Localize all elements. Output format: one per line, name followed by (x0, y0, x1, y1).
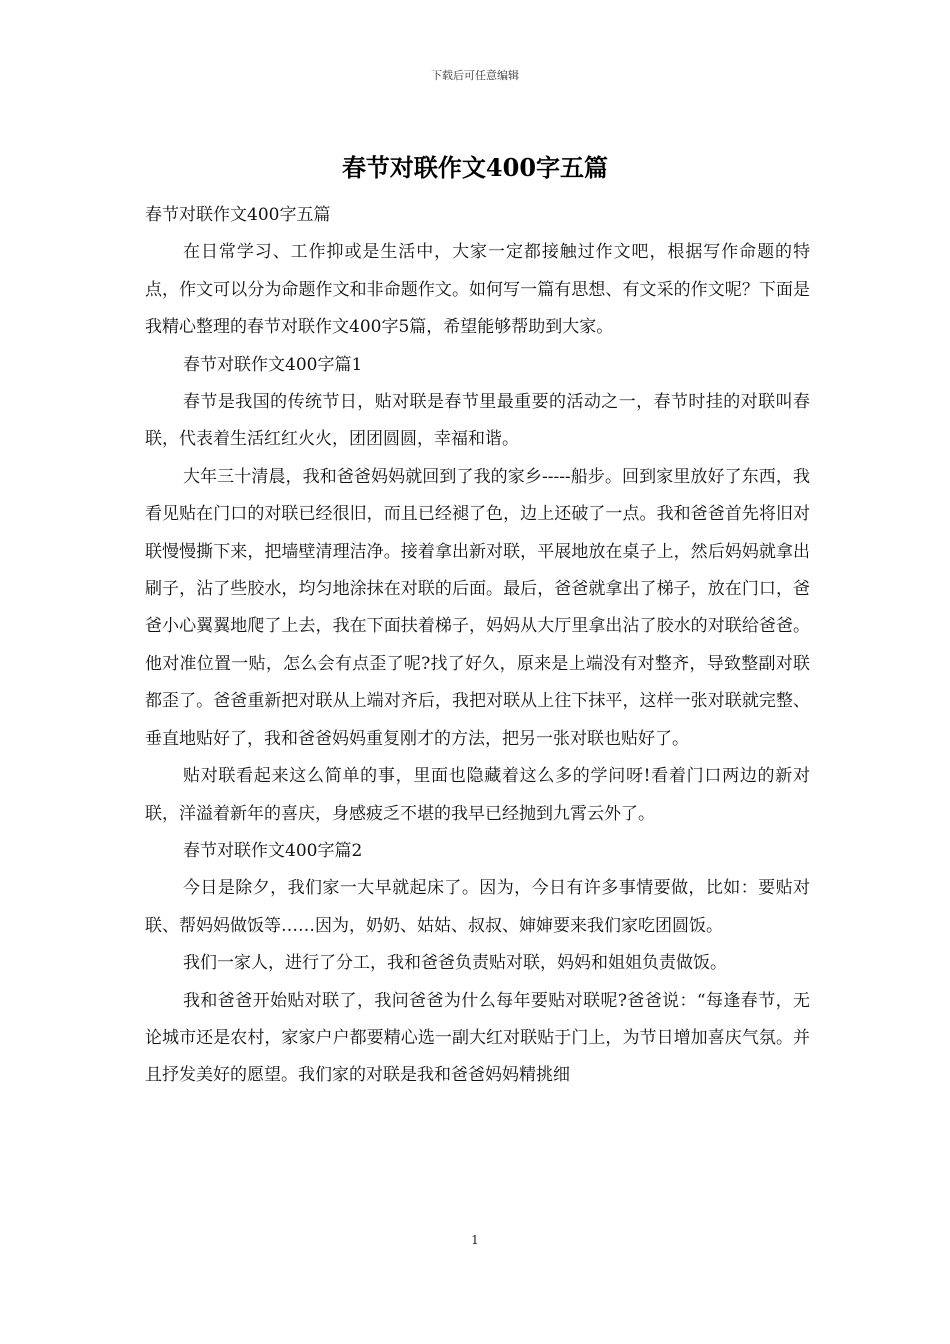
body-paragraph: 春节是我国的传统节日，贴对联是春节里最重要的活动之一，春节时挂的对联叫春联，代表着生活红红火火，团团圆圆，幸福和谐。 (145, 392, 810, 450)
body-paragraph: 我和爸爸开始贴对联了，我问爸爸为什么每年要贴对联呢?爸爸说：“每逢春节，无论城市还是农村，家家户户都要精心选一副大红对联贴于门上，为节日增加喜庆气氛。并且抒发美好的愿望。我们家的对联是我和爸爸妈妈精挑细 (145, 990, 810, 1086)
body-paragraph: 我们一家人，进行了分工，我和爸爸负责贴对联，妈妈和姐姐负责做饭。 (183, 953, 727, 974)
intro-paragraph: 在日常学习、工作抑或是生活中，大家一定都接触过作文吧，根据写作命题的特点，作文可以分为命题作文和非命题作文。如何写一篇有思想、有文采的作文呢？下面是我精心整理的春节对联作文400字5篇，希望能够帮助到大家。 (145, 242, 810, 338)
body-paragraph: 大年三十清晨，我和爸爸妈妈就回到了我的家乡-----船步。回到家里放好了东西，我看见贴在门口的对联已经很旧，而且已经褪了色，边上还破了一点。我和爸爸首先将旧对联慢慢撕下来，把墙壁清理洁净。接着拿出新对联，平展地放在桌子上，然后妈妈就拿出刷子，沾了些胶水，均匀地涂抹在对联的后面。最后，爸爸就拿出了梯子，放在门口，爸爸小心翼翼地爬了上去，我在下面扶着梯子，妈妈从大厅里拿出沾了胶水的对联给爸爸。他对准位置一贴，怎么会有点歪了呢?找了好久，原来是上端没有对整齐，导致整副对联都歪了。爸爸重新把对联从上端对齐后，我把对联从上往下抹平，这样一张对联就完整、垂直地贴好了，我和爸爸妈妈重复刚才的方法，把另一张对联也贴好了。 (145, 466, 810, 749)
page-number: 1 (471, 1233, 479, 1247)
body-paragraph: 今日是除夕，我们家一大早就起床了。因为，今日有许多事情要做，比如：要贴对联、帮妈妈做饭等……因为，奶奶、姑姑、叔叔、婶婶要来我们家吃团圆饭。 (145, 878, 810, 936)
section-heading-2: 春节对联作文400字篇2 (183, 840, 363, 861)
subtitle-paragraph: 春节对联作文400字五篇 (145, 205, 331, 225)
section-heading-1: 春节对联作文400字篇1 (183, 354, 363, 375)
body-paragraph: 贴对联看起来这么简单的事，里面也隐藏着这么多的学问呀!看着门口两边的新对联，洋溢着新年的喜庆，身感疲乏不堪的我早已经抛到九霄云外了。 (145, 766, 810, 824)
header-note: 下载后可任意编辑 (431, 69, 519, 82)
document-title: 春节对联作文400字五篇 (341, 153, 609, 182)
document-body (145, 197, 810, 1095)
